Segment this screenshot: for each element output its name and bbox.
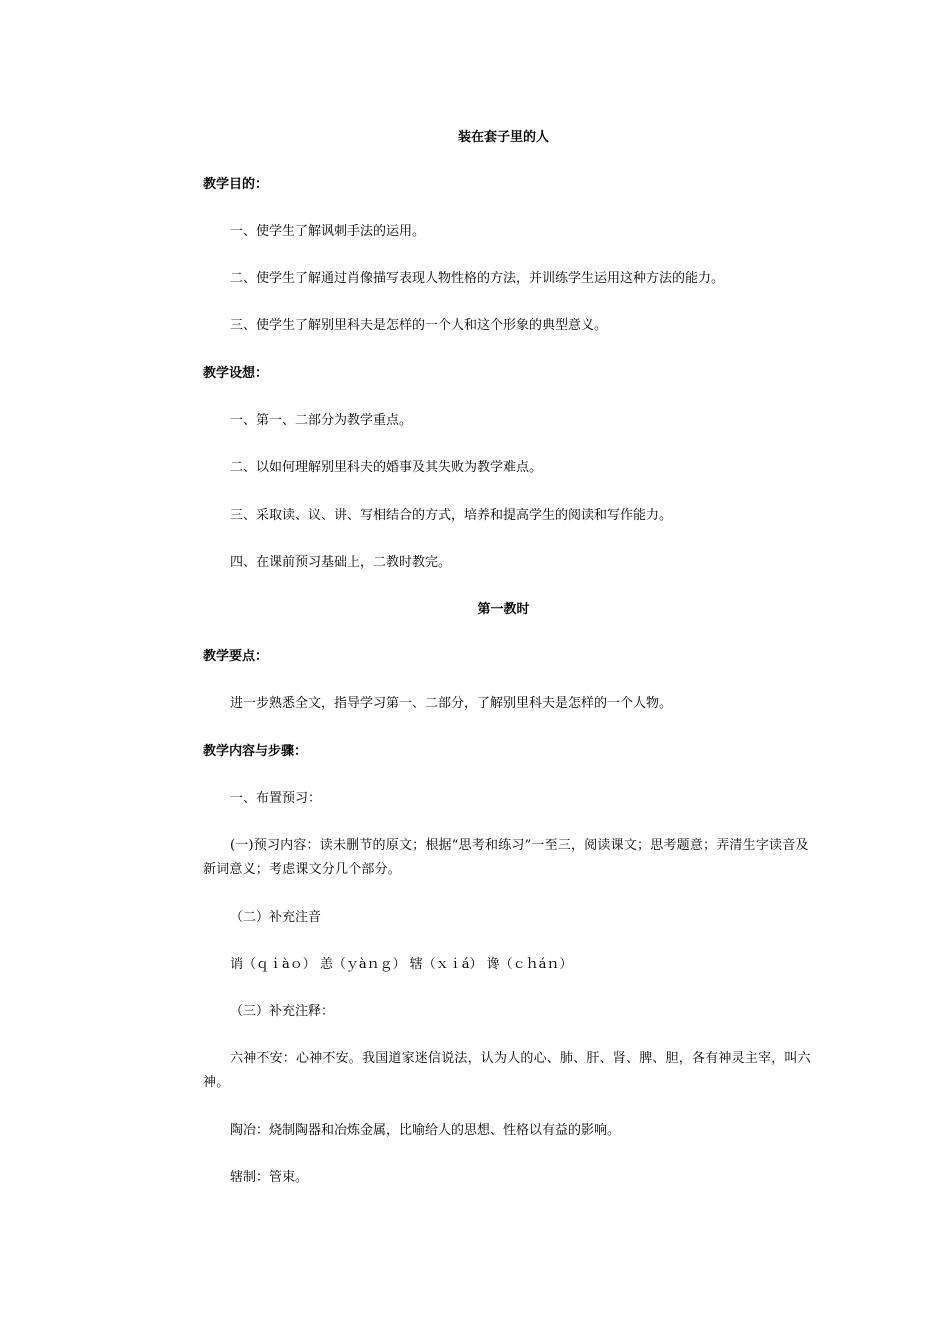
objective-item-3: 三、使学生了解别里科夫是怎样的一个人和这个形象的典型意义。 — [230, 318, 608, 333]
annotation-liushen: 六神不安：心神不安。我国道家迷信说法，认为人的心、肺、肝、肾、脾、胆，各有神灵主宰，叫六神。 — [203, 1051, 811, 1090]
section-heading-key-points: 教学要点： — [203, 649, 269, 664]
objective-item-2: 二、使学生了解通过肖像描写表现人物性格的方法，并训练学生运用这种方法的能力。 — [230, 271, 725, 286]
pronunciation-list: 诮（ｑｉàｏ） 恙（ｙàｎｇ） 辖（ｘｉá） 谗（ｃｈáｎ） — [230, 957, 573, 972]
annotation-taoye: 陶冶：烧制陶器和冶炼金属，比喻给人的思想、性格以有益的影响。 — [230, 1123, 621, 1138]
key-points-text: 进一步熟悉全文，指导学习第一、二部分，了解别里科夫是怎样的一个人物。 — [230, 696, 673, 711]
objective-item-1: 一、使学生了解讽刺手法的运用。 — [230, 224, 426, 239]
design-item-2: 二、以如何理解别里科夫的婚事及其失败为教学难点。 — [230, 460, 543, 475]
document-title: 装在套子里的人 — [457, 130, 549, 145]
section-heading-objectives: 教学目的： — [203, 177, 269, 192]
annotation-xiazhi: 辖制：管束。 — [230, 1170, 309, 1185]
section-heading-design: 教学设想： — [203, 366, 269, 381]
design-item-4: 四、在课前预习基础上，二教时教完。 — [230, 555, 452, 570]
design-item-3: 三、采取读、议、讲、写相结合的方式，培养和提高学生的阅读和写作能力。 — [230, 508, 673, 523]
design-item-1: 一、第一、二部分为教学重点。 — [230, 413, 413, 428]
section-heading-content-steps: 教学内容与步骤： — [203, 744, 308, 759]
sub-heading-annotations: （三）补充注释： — [230, 1004, 335, 1019]
lesson-title: 第一教时 — [477, 602, 530, 617]
preview-content-paragraph: (一)预习内容：读未删节的原文；根据“思考和练习”一至三，阅读课文；思考题意；弄清生字读音及新词意义；考虑课文分几个部分。 — [203, 838, 809, 877]
sub-heading-pronunciation: （二）补充注音 — [230, 910, 322, 925]
step-1-label: 一、布置预习： — [230, 791, 322, 806]
